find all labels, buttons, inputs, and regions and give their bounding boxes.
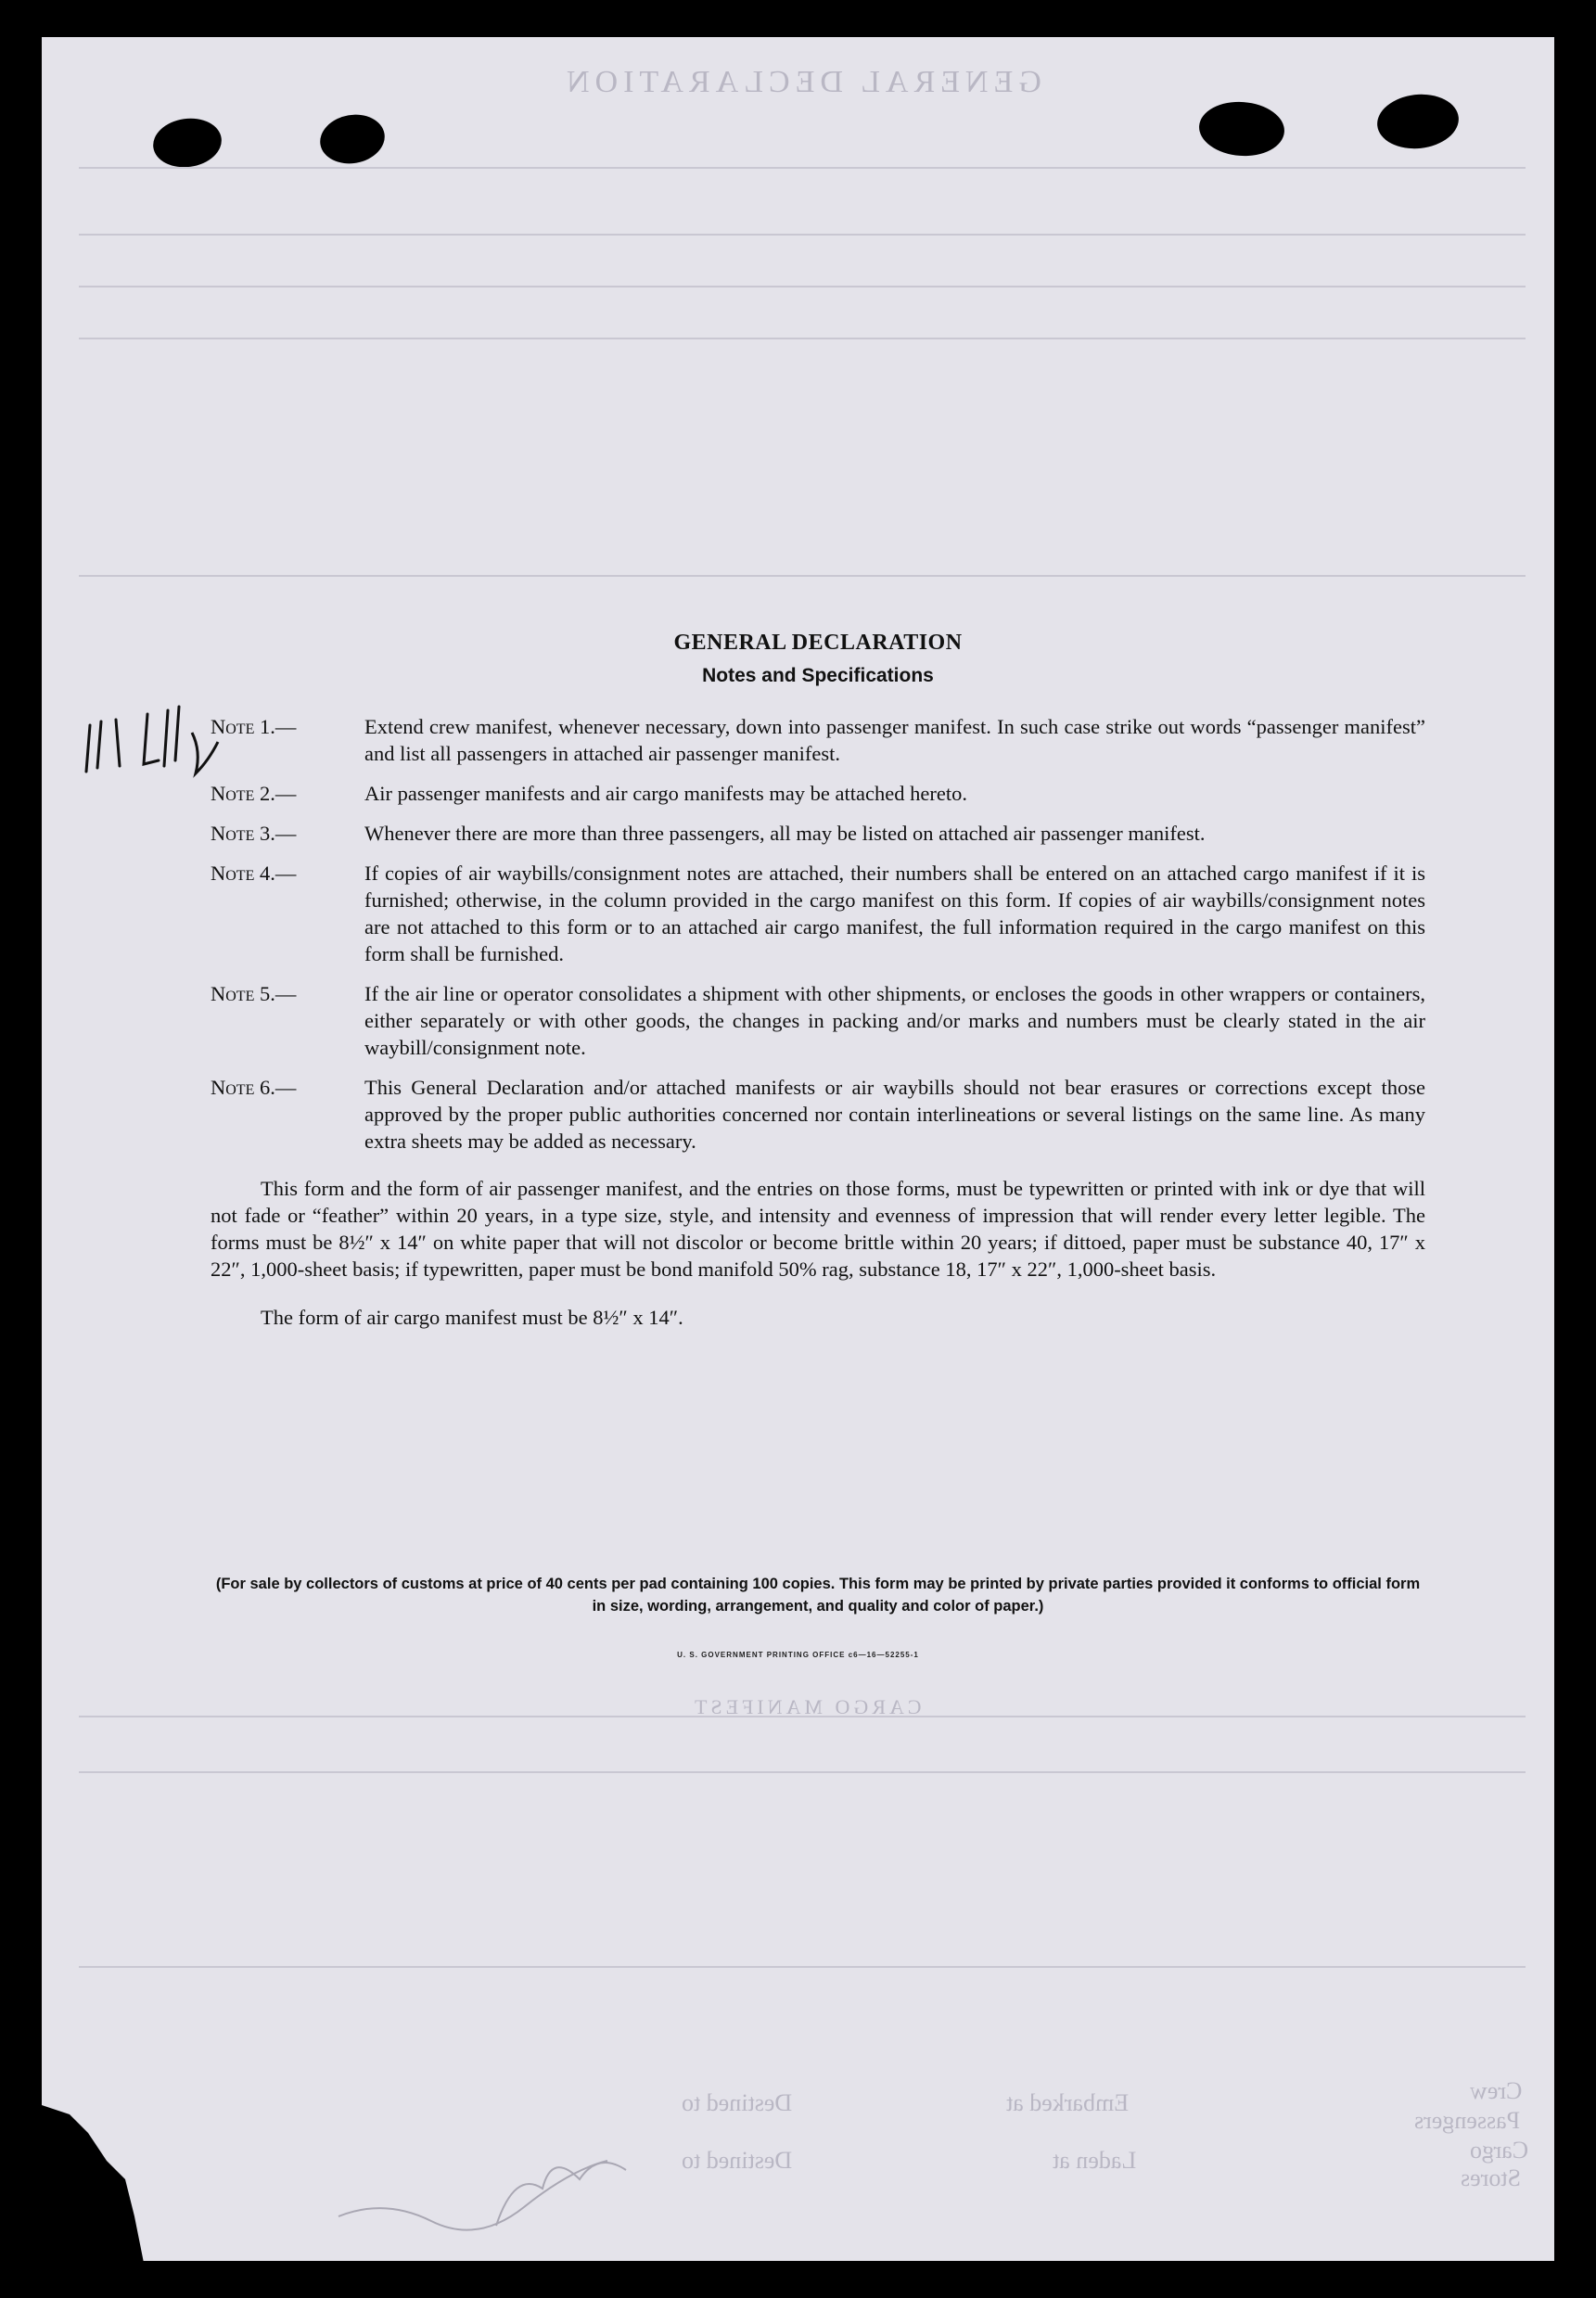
note-label: Note 3.—: [211, 822, 297, 845]
printing-office-imprint: U. S. GOVERNMENT PRINTING OFFICE c6—16—52255-1: [677, 1651, 919, 1659]
show-through-destined: Destined to: [682, 2089, 793, 2116]
punch-hole-left: [150, 114, 225, 172]
note-text: Air passenger manifests and air cargo manifests may be attached hereto.: [364, 782, 967, 805]
show-through-embarked: Embarked at: [1006, 2089, 1130, 2116]
show-through-rule: [79, 1771, 1526, 1773]
show-through-cargo-heading: CARGO MANIFEST: [691, 1695, 922, 1718]
note-text: Whenever there are more than three passengers, all may be listed on attached air passenger manifest.: [364, 822, 1206, 845]
handwritten-marks: [79, 705, 227, 788]
page-subtitle: Notes and Specifications: [702, 665, 934, 686]
note-label: Note 6.—: [211, 1076, 297, 1099]
note-text: This General Declaration and/or attached manifests or air waybills should not bear erasures or corrections except those approved by the proper public authorities concerned nor contain interlineations or several listings on the same line. As many extra sheets may be added as necessary.: [364, 1076, 1425, 1153]
note-5: [211, 980, 1425, 1061]
note-4: [211, 860, 1425, 967]
punch-hole-far-right: [1374, 91, 1462, 153]
show-through-laden: Laden at: [1053, 2147, 1137, 2174]
show-through-tab-label: Crew: [1470, 2077, 1523, 2104]
show-through-rule: [79, 286, 1526, 287]
punch-hole-right: [1197, 99, 1286, 159]
show-through-header: GENERAL DECLARATION: [561, 65, 1041, 99]
note-label: Note 2.—: [211, 782, 297, 805]
show-through-destined: Destined to: [682, 2147, 793, 2174]
cargo-manifest-size-note: The form of air cargo manifest must be 8½″ x 14″.: [261, 1305, 683, 1329]
show-through-rule: [79, 234, 1526, 236]
notes-section: [211, 631, 1425, 1331]
sale-note: (For sale by collectors of customs at price of 40 cents per pad containing 100 copies. This form may be printed by private parties provided it conforms to official form in size, wording, arrangement, and quality and color of paper.): [215, 1576, 1421, 1615]
note-text: If copies of air waybills/consignment notes are attached, their numbers shall be entered on an attached cargo manifest if it is furnished; otherwise, in the column provided in the cargo manifest on this form. If copies of air waybills/consignment notes are not attached to this form or to an attached air cargo manifest, the full information required in the cargo manifest on this form shall be furnished.: [364, 862, 1425, 965]
specification-paragraph: This form and the form of air passenger manifest, and the entries on those forms, must be typewritten or printed with ink or dye that will not fade or “feather” within 20 years, in a type size, style, and intensity and evenness of impression that will render every letter legible. The forms must be 8½″ x 14″ on white paper that will not discolor or become brittle within 20 years; if dittoed, paper must be substance 40, 17″ x 22″, 1,000-sheet basis; if typewritten, paper must be bond manifold 50% rag, substance 18, 17″ x 22″, 1,000-sheet basis.: [211, 1177, 1425, 1281]
note-6: [211, 1074, 1425, 1155]
document-page: [42, 37, 1554, 2261]
note-label: Note 4.—: [211, 862, 297, 885]
note-2: [211, 780, 1425, 807]
show-through-rule: [79, 167, 1526, 169]
torn-corner: [42, 2105, 144, 2261]
page-title: GENERAL DECLARATION: [673, 631, 963, 655]
note-1: [211, 713, 1425, 767]
note-text: Extend crew manifest, whenever necessary, down into passenger manifest. In such case strike out words “passenger manifest” and list all passengers in attached air passenger manifest.: [364, 715, 1425, 765]
show-through-tab-label: Passengers: [1414, 2107, 1521, 2134]
signature-scribble: [329, 2133, 682, 2244]
punch-hole-center-left: [316, 109, 389, 168]
note-label: Note 5.—: [211, 982, 297, 1005]
note-3: [211, 820, 1425, 847]
show-through-rule: [79, 338, 1526, 339]
show-through-tab-label: Stores: [1461, 2164, 1521, 2191]
show-through-tab-label: Cargo: [1470, 2137, 1529, 2164]
show-through-rule: [79, 575, 1526, 577]
note-text: If the air line or operator consolidates a shipment with other shipments, or encloses the goods in other wrappers or containers, either separately or with other goods, the changes in packing and/or marks and numbers must be clearly stated in the air waybill/consignment note.: [364, 982, 1425, 1059]
show-through-rule: [79, 1966, 1526, 1968]
note-label: Note 1.—: [211, 715, 297, 738]
